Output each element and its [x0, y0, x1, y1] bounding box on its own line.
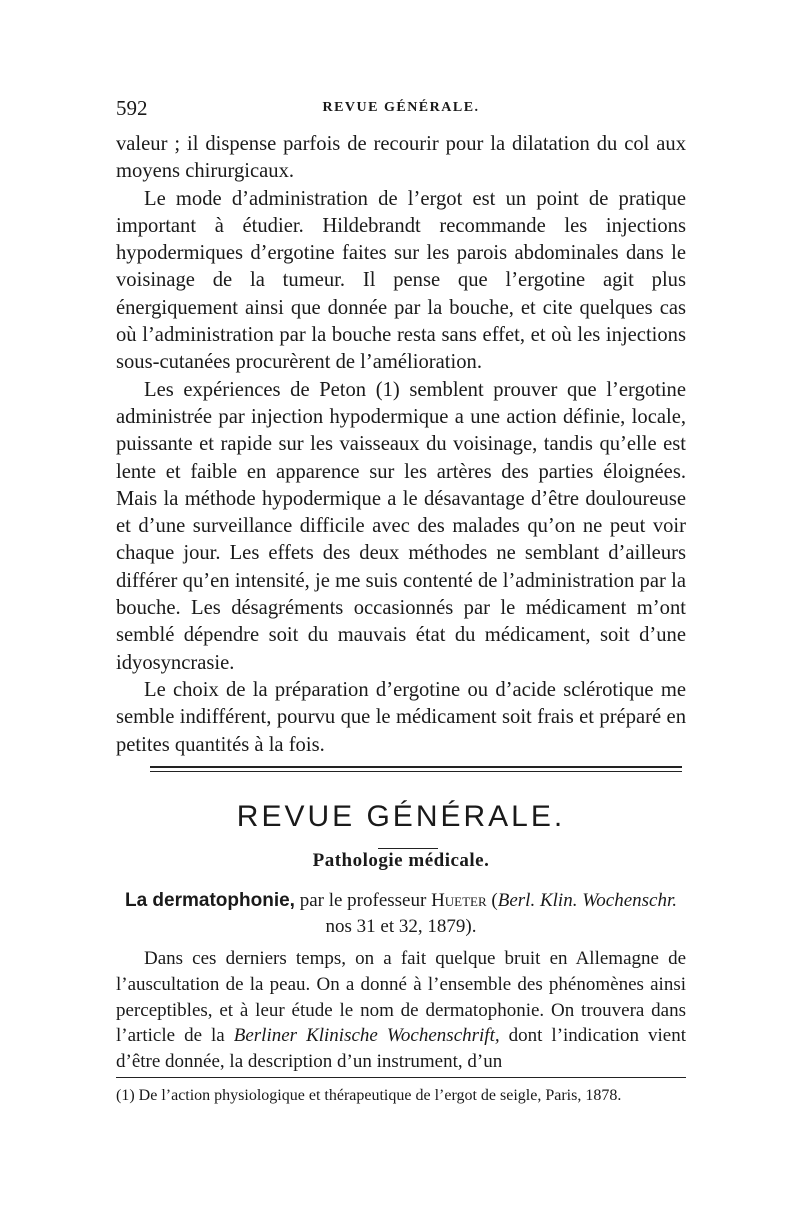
article-topic: La dermatophonie,: [124, 890, 295, 911]
article-author: Hueter: [431, 890, 487, 911]
running-title: REVUE GÉNÉRALE.: [322, 100, 480, 115]
article-text-part1: Dans ces derniers temps, on a fait quelque bruit en Allemagne de l’auscultation de la peau. On a donné à l’ensemble des phénomènes ainsi perceptibles, et à leur étude le nom de dermatophonie. On trouvera dans l’article de la: [116, 948, 686, 1047]
article-by: par le professeur: [299, 890, 427, 911]
paragraph-2: Le mode d’administration de l’ergot est un point de pratique important à étudier. Hildebrandt recommande les injections hypodermiques d’ergotine faites sur les parois abdominales dans le voisinage de la tumeur. Il pense que l’ergotine agit plus énergiquement ainsi que donnée par la bouche, et cite quelques cas où l’administration par la bouche resta sans effet, et où les injections sous-cutanées procurèrent de l’amélioration.: [116, 187, 686, 374]
article-issue: nos 31 et 32, 1879: [325, 916, 466, 937]
page-number: 592: [116, 96, 148, 120]
article-text-part2: dont l’indication vient d’être donnée, la description d’un instrument, d’un: [116, 1025, 687, 1073]
paragraph-4: Le choix de la préparation d’ergotine ou d’acide sclérotique me semble indifférent, pourvu que le médicament soit frais et préparé en petites quantités à la fois.: [116, 678, 686, 756]
title-underline: [378, 848, 438, 849]
running-head: [116, 96, 686, 126]
paragraph-3: Les expériences de Peton (1) semblent prouver que l’ergotine administrée par injection hypodermique a une action définie, locale, puissante et rapide sur les vaisseaux du voisinage, tandis qu’elle est lente et faible en apparence sur les artères des parties éloignées. Mais la méthode hypodermique a le désavantage d’être douloureuse et d’une surveillance difficile avec des malades qu’on ne peut voir chaque jour. Les effets des deux méthodes ne semblant d’ailleurs différer qu’en intensité, je me suis contenté de l’administration par la bouche. Les désagréments occasionnés par le médicament m’ont semblé dépendre soit du mauvais état du médicament, soit d’une idyosyncrasie.: [116, 378, 686, 674]
body-text: [116, 131, 686, 759]
section-divider: [150, 766, 682, 772]
subsection-heading: Pathologie médicale.: [312, 850, 490, 871]
article-paragraph: [116, 946, 686, 1075]
article-source: Berl. Klin. Wochenschr.: [497, 890, 678, 911]
section-title: REVUE GÉNÉRALE.: [236, 800, 566, 833]
footnote-rule: [116, 1077, 686, 1078]
footnote: (1) De l’action physiologique et thérapeutique de l’ergot de seigle, Paris, 1878.: [116, 1087, 622, 1104]
paragraph-1: valeur ; il dispense parfois de recourir pour la dilatation du col aux moyens chirurgicaux.: [116, 133, 686, 183]
article-heading: La dermatophonie, par le professeur Hueter (Berl. Klin. Wochenschr. nos 31 et 32, 1879).: [124, 890, 678, 937]
article-journal: Berliner Klinische Wochenschrift,: [233, 1025, 500, 1047]
